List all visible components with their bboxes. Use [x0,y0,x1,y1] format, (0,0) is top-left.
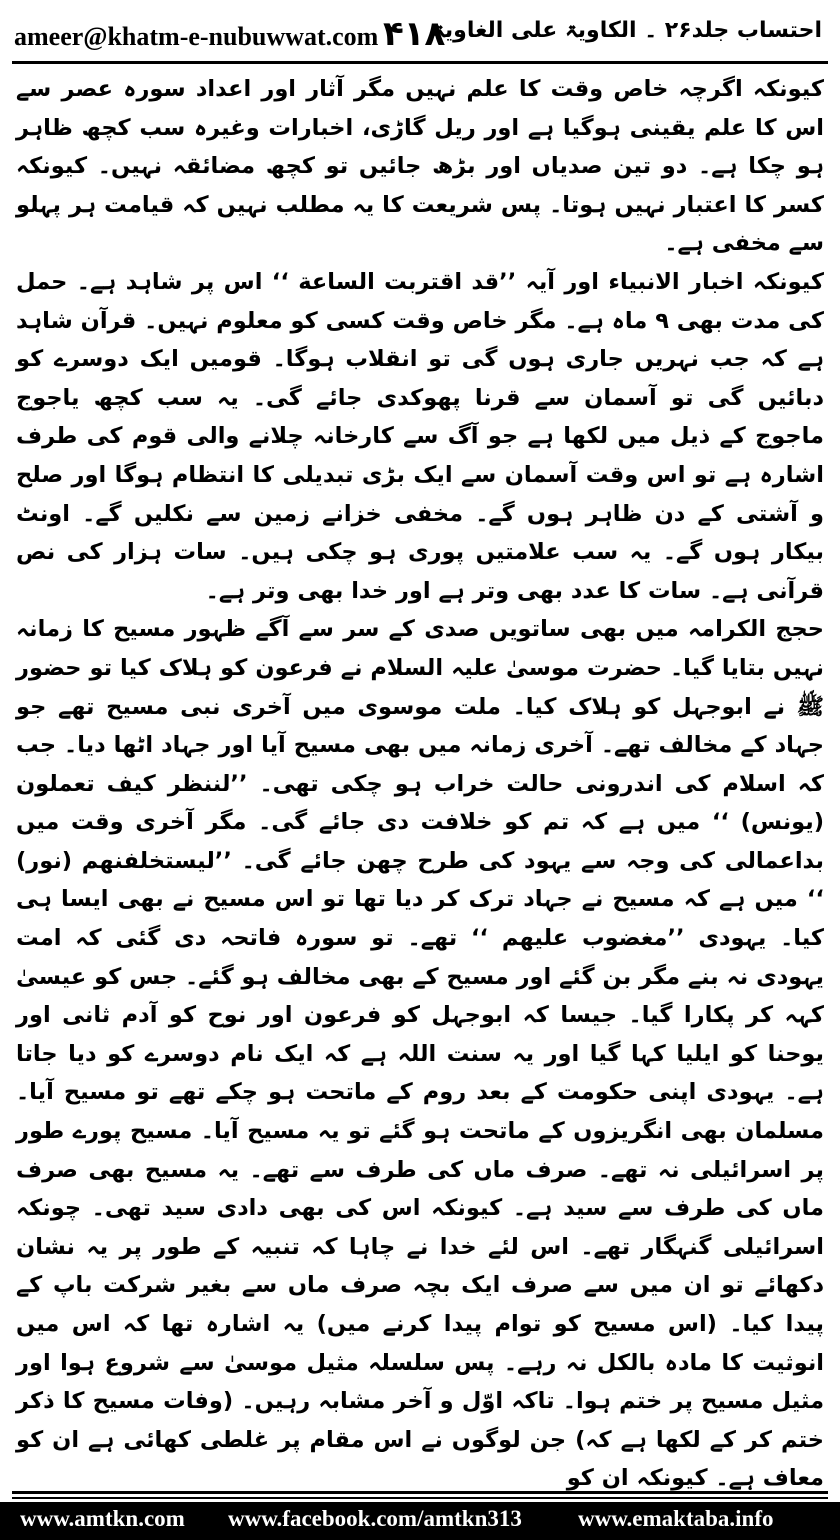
footer-bar [0,1502,840,1540]
header-rule [12,61,828,64]
page-body [16,70,824,1498]
paragraph-2: کیونکہ اخبار الانبیاء اور آیہ ’’قد اقتربت الساعة ‘‘ اس پر شاہد ہے۔ حمل کی مدت بھی ۹ ماہ ہے۔ مگر خاص وقت کسی کو معلوم نہیں۔ قرآن شاہد ہے کہ جب نہریں جاری ہوں گی تو انقلاب ہوگا۔ قومیں ایک دوسرے کو دبائیں گی تو آسمان سے قرنا پھوکدی جائے گی۔ یہ سب کچھ یاجوج ماجوج کے ذیل میں لکھا ہے جو آگ سے کارخانہ چلانے والی قوم کی طرف اشارہ ہے تو اس وقت آسمان سے ایک بڑی تبدیلی کا انتظام ہوگا اور صلح و آشتی کے دن ظاہر ہوں گے۔ مخفی خزانے زمین سے نکلیں گے۔ اونٹ بیکار ہوں گے۔ یہ سب علامتیں پوری ہو چکی ہیں۔ سات ہزار کی نص قرآنی ہے۔ سات کا عدد بھی وتر ہے اور خدا بھی وتر ہے۔ [16,268,824,604]
header-email: ameer@khatm-e-nubuwwat.com [14,22,379,51]
paragraph-3: حجج الکرامہ میں بھی ساتویں صدی کے سر سے آگے ظہور مسیح کا زمانہ نہیں بتایا گیا۔ حضرت موسیٰ علیہ السلام نے فرعون کو ہلاک کیا تو حضور ﷺ نے ابوجہل کو ہلاک کیا۔ ملت موسوی میں آخری نبی مسیح تھے جو جہاد کے مخالف تھے۔ آخری زمانہ میں بھی مسیح آیا اور جہاد اٹھا دیا۔ جب کہ اسلام کی اندرونی حالت خراب ہو چکی تھی۔ ’’لننظر کیف تعملون (یونس) ‘‘ میں ہے کہ تم کو خلافت دی جائے گی۔ مگر آخری وقت میں بداعمالی کی وجہ سے یہود کی طرح چھن جائے گی۔ ’’لیستخلفنهم (نور) ‘‘ میں ہے کہ مسیح نے جہاد ترک کر دیا تھا تو اس مسیح نے بھی ایسا ہی کیا۔ یہودی ’’مغضوب علیهم ‘‘ تھے۔ تو سورہ فاتحہ دی گئی کہ امت یہودی نہ بنے مگر بن گئے اور مسیح کے بھی مخالف ہو گئے۔ جس کو عیسیٰ کہہ کر پکارا گیا۔ جیسا کہ ابوجہل کو فرعون اور نوح کو آدم ثانی اور یوحنا کو ایلیا کہا گیا اور یہ سنت اللہ ہے کہ ایک نام دوسرے کو دیا جاتا ہے۔ یہودی اپنی حکومت کے بعد روم کے ماتحت ہو چکے تھے تو مسیح آیا۔ مسلمان بھی انگریزوں کے ماتحت ہو گئے تو یہ مسیح آیا۔ مسیح پورے طور پر اسرائیلی نہ تھے۔ صرف ماں کی طرف سے تھے۔ یہ مسیح بھی صرف ماں کی طرف سے سید ہے۔ کیونکہ اس کی بھی دادی سید تھی۔ چونکہ اسرائیلی گنہگار تھے۔ اس لئے خدا نے چاہا کہ تنبیہ کے طور پر یہ نشان دکھائے تو ان میں سے صرف ایک بچہ صرف ماں سے بغیر شرکت باپ کے پیدا کیا۔ (اس مسیح کو توام پیدا کرنے میں) یہ اشارہ تھا کہ اس میں انوثیت کا مادہ بالکل نہ رہے۔ پس سلسلہ مثیل موسیٰ سے شروع ہوا اور مثیل مسیح پر ختم ہوا۔ تاکہ اوّل و آخر مشابہ رہیں۔ (وفات مسیح کا ذکر ختم کر کے لکھا ہے کہ) جن لوگوں نے اس مقام پر غلطی کھائی ہے ان کو معاف ہے۔ کیونکہ ان کو [16,616,824,1492]
page-number: ۴۱۸ [383,14,446,54]
footer-link-emaktaba[interactable]: www.emaktaba.info [578,1506,774,1531]
footer-rule [12,1491,828,1494]
page-header [0,0,840,68]
footer-link-facebook[interactable]: www.facebook.com/amtkn313 [228,1506,522,1531]
paragraph-1: کیونکہ اگرچہ خاص وقت کا علم نہیں مگر آثار اور اعداد سورہ عصر سے اس کا علم یقینی ہوگیا ہے اور ریل گاڑی، اخبارات وغیرہ سب کچھ ظاہر ہو چکا ہے۔ دو تین صدیاں اور بڑھ جائیں تو کچھ مضائقہ نہیں۔ کیونکہ کسر کا اعتبار نہیں ہوتا۔ پس شریعت کا یہ مطلب نہیں کہ قیامت ہر پہلو سے مخفی ہے۔ [16,76,824,257]
footer-link-amtkn[interactable]: www.amtkn.com [20,1506,185,1531]
running-title: احتساب جلد۲۶ ۔ الکاویۃ علی الغاویۃ [432,18,822,43]
footer-rule-thin [12,1497,828,1499]
